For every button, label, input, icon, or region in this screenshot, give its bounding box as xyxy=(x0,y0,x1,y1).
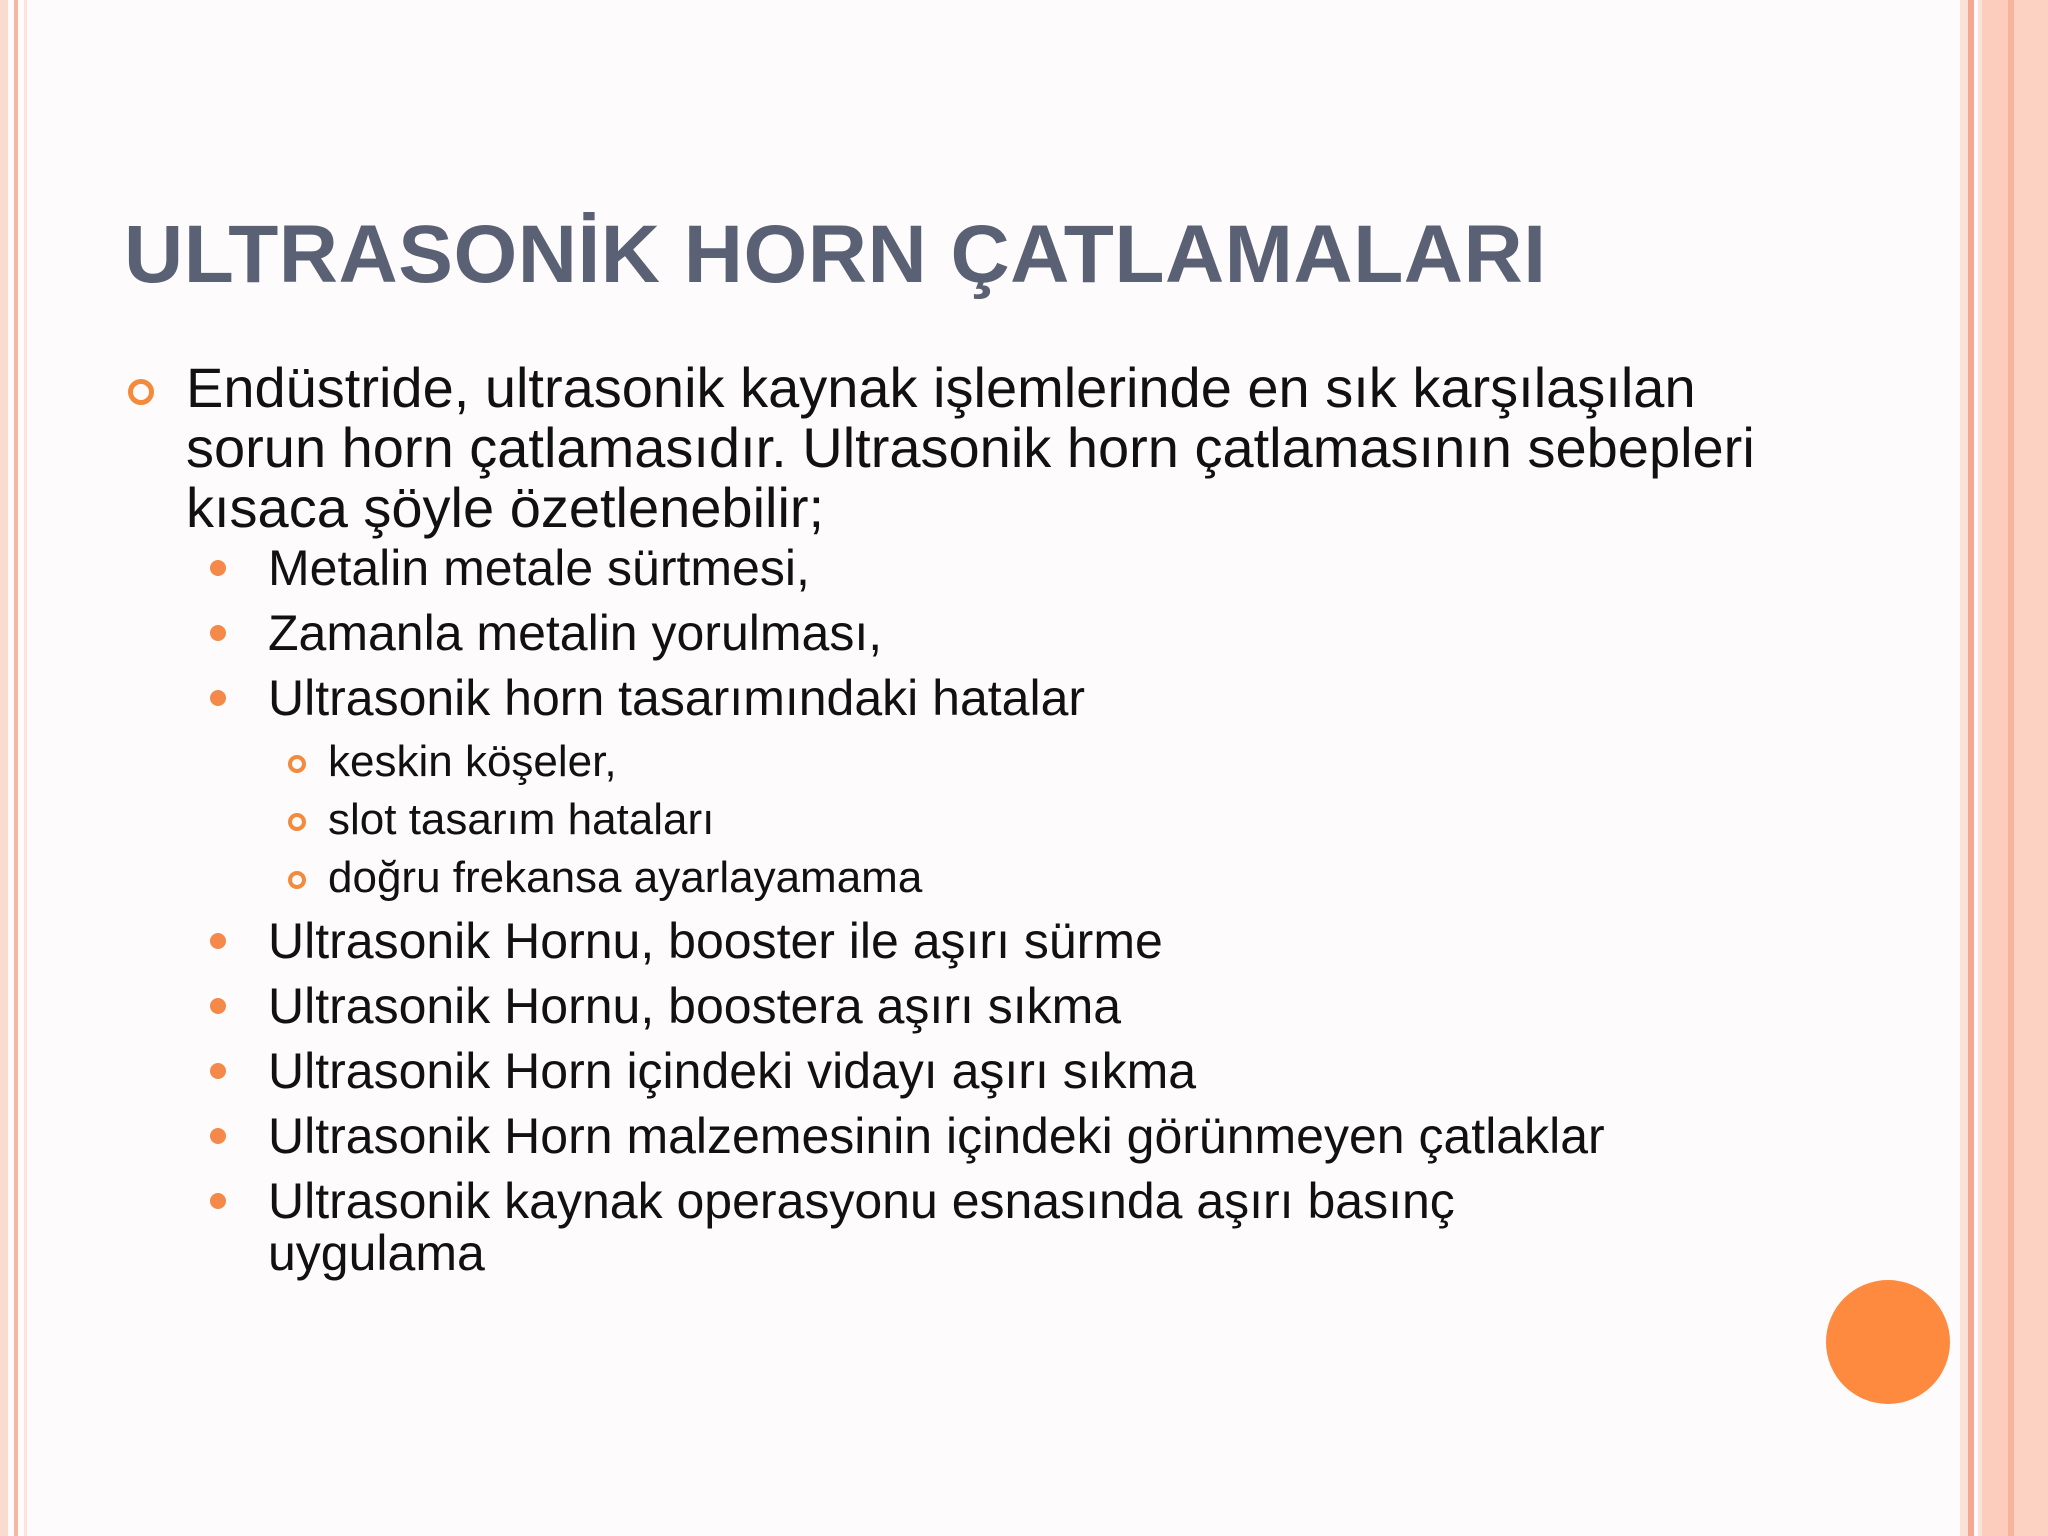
left-border-stripe xyxy=(0,0,8,1536)
sub-list-item-text: keskin köşeler, xyxy=(328,737,617,786)
right-border-stripe xyxy=(1960,0,1968,1536)
sub-list-item xyxy=(124,849,1774,907)
slide-content xyxy=(124,358,1774,1292)
right-border-stripe xyxy=(2014,0,2048,1536)
list-item-text: Metalin metale sürtmesi, xyxy=(268,540,810,596)
list-item xyxy=(124,607,1774,659)
dot-bullet-icon xyxy=(210,560,226,576)
dot-bullet-icon xyxy=(210,625,226,641)
dot-bullet-icon xyxy=(210,690,226,706)
dot-bullet-icon xyxy=(210,1193,226,1209)
sub-list-item-text: doğru frekansa ayarlayamama xyxy=(328,853,923,902)
list-item-text: Ultrasonik horn tasarımındaki hatalar xyxy=(268,670,1086,726)
dot-bullet-icon xyxy=(210,1063,226,1079)
ring-bullet-icon xyxy=(288,813,306,831)
list-item-text: Zamanla metalin yorulması, xyxy=(268,605,883,661)
list-item xyxy=(124,542,1774,594)
intro-bullet xyxy=(124,358,1774,538)
design-errors-list xyxy=(124,733,1774,907)
sub-list-item xyxy=(124,791,1774,849)
causes-list xyxy=(124,542,1774,1279)
intro-text: Endüstride, ultrasonik kaynak işlemlerinde en sık karşılaşılan sorun horn çatlamasıdır. Ultrasonik horn çatlamasının sebepleri kısaca şöyle özetlenebilir; xyxy=(186,356,1755,539)
list-item-text: Ultrasonik Hornu, boostera aşırı sıkma xyxy=(268,978,1122,1034)
dot-bullet-icon xyxy=(210,933,226,949)
sub-list-item xyxy=(124,733,1774,791)
ring-bullet-icon xyxy=(288,755,306,773)
list-item xyxy=(124,1110,1774,1162)
list-item xyxy=(124,915,1774,967)
dot-bullet-icon xyxy=(210,998,226,1014)
dot-bullet-icon xyxy=(210,1128,226,1144)
list-item xyxy=(124,672,1774,724)
right-border-stripe xyxy=(1968,0,1974,1536)
slide-title: ULTRASONİK HORN ÇATLAMALARI xyxy=(124,209,1547,300)
sub-list-item-text: slot tasarım hataları xyxy=(328,795,715,844)
ring-bullet-icon xyxy=(128,379,154,405)
right-border-stripe xyxy=(1982,0,2008,1536)
list-item-text: Ultrasonik Horn malzemesinin içindeki görünmeyen çatlaklar xyxy=(268,1108,1605,1164)
list-item xyxy=(124,1175,1774,1279)
list-item-text: Ultrasonik Hornu, booster ile aşırı sürme xyxy=(268,913,1163,969)
list-item xyxy=(124,1045,1774,1097)
ring-bullet-icon xyxy=(288,871,306,889)
list-item xyxy=(124,980,1774,1032)
decorative-circle xyxy=(1826,1280,1950,1404)
left-border-stripe xyxy=(14,0,18,1536)
left-border-stripe xyxy=(24,0,27,1536)
list-item-text: Ultrasonik kaynak operasyonu esnasında aşırı basınç uygulama xyxy=(268,1173,1455,1281)
list-item-text: Ultrasonik Horn içindeki vidayı aşırı sıkma xyxy=(268,1043,1197,1099)
